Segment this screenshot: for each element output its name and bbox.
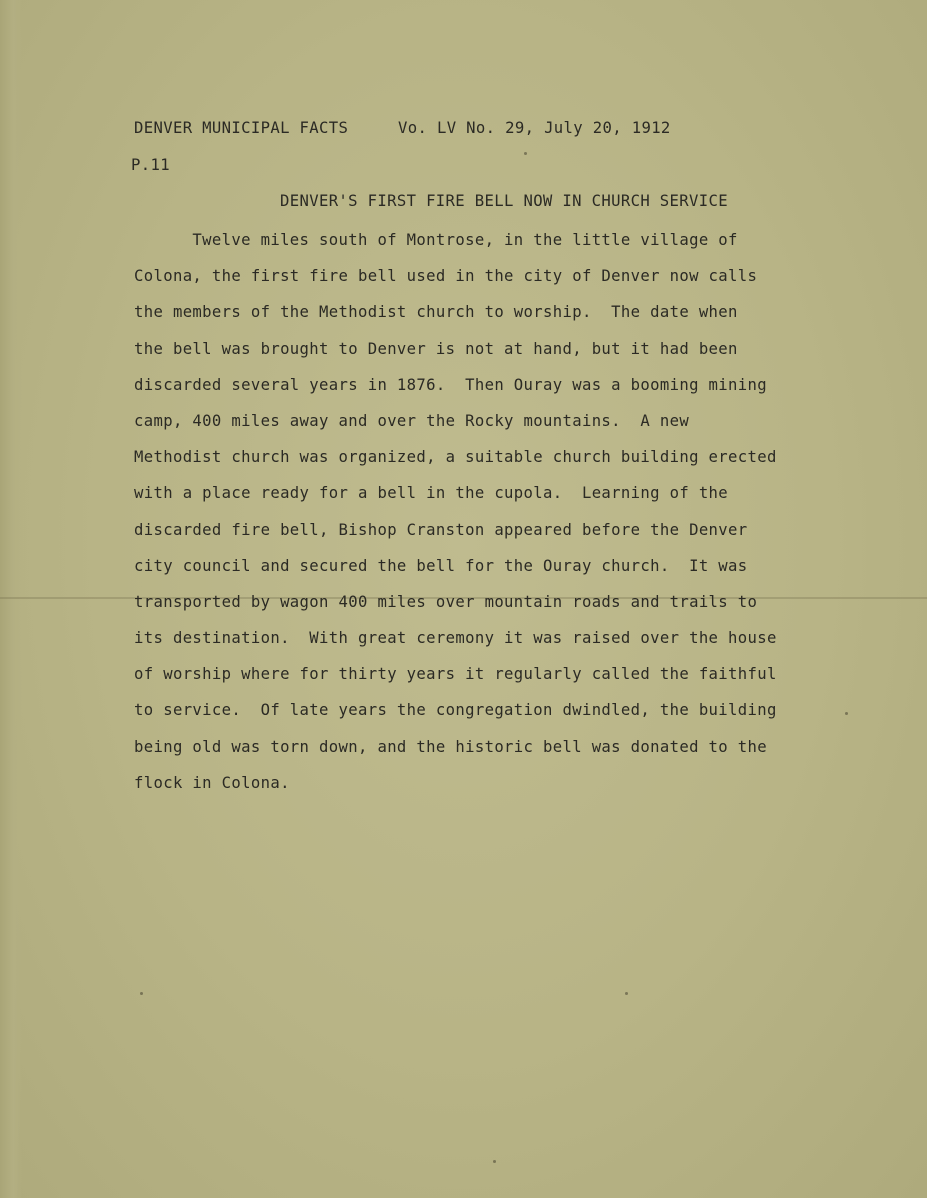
- body-line: with a place ready for a bell in the cupola. Learning of the: [134, 484, 729, 503]
- paper-speck: [493, 1160, 496, 1163]
- body-line: the bell was brought to Denver is not at hand, but it had been: [134, 339, 738, 358]
- body-line: discarded fire bell, Bishop Cranston appeared before the Denver: [134, 520, 748, 539]
- article-body: [134, 231, 854, 810]
- paper-speck: [524, 152, 527, 155]
- body-line: transported by wagon 400 miles over mountain roads and trails to: [134, 592, 758, 611]
- body-line: of worship where for thirty years it regularly called the faithful: [134, 665, 777, 684]
- issue-info: Vo. LV No. 29, July 20, 1912: [398, 119, 671, 137]
- page-edge-shadow: [0, 0, 22, 1198]
- body-line: the members of the Methodist church to worship. The date when: [134, 303, 738, 322]
- body-line: being old was torn down, and the historic bell was donated to the: [134, 737, 767, 756]
- body-line: its destination. With great ceremony it was raised over the house: [134, 629, 777, 648]
- body-line: camp, 400 miles away and over the Rocky mountains. A new: [134, 411, 690, 430]
- body-line: Methodist church was organized, a suitable church building erected: [134, 448, 777, 467]
- paper-speck: [625, 992, 628, 995]
- body-line: flock in Colona.: [134, 773, 290, 792]
- page-reference: P.11: [131, 156, 170, 174]
- body-line: discarded several years in 1876. Then Ouray was a booming mining: [134, 375, 767, 394]
- body-line: city council and secured the bell for the Ouray church. It was: [134, 556, 748, 575]
- publication-name: DENVER MUNICIPAL FACTS: [134, 119, 349, 137]
- article-title: DENVER'S FIRST FIRE BELL NOW IN CHURCH SERVICE: [280, 192, 728, 210]
- body-line: to service. Of late years the congregation dwindled, the building: [134, 701, 777, 720]
- body-line: Twelve miles south of Montrose, in the little village of: [134, 231, 738, 249]
- paper-speck: [140, 992, 143, 995]
- body-line: Colona, the first fire bell used in the city of Denver now calls: [134, 267, 758, 286]
